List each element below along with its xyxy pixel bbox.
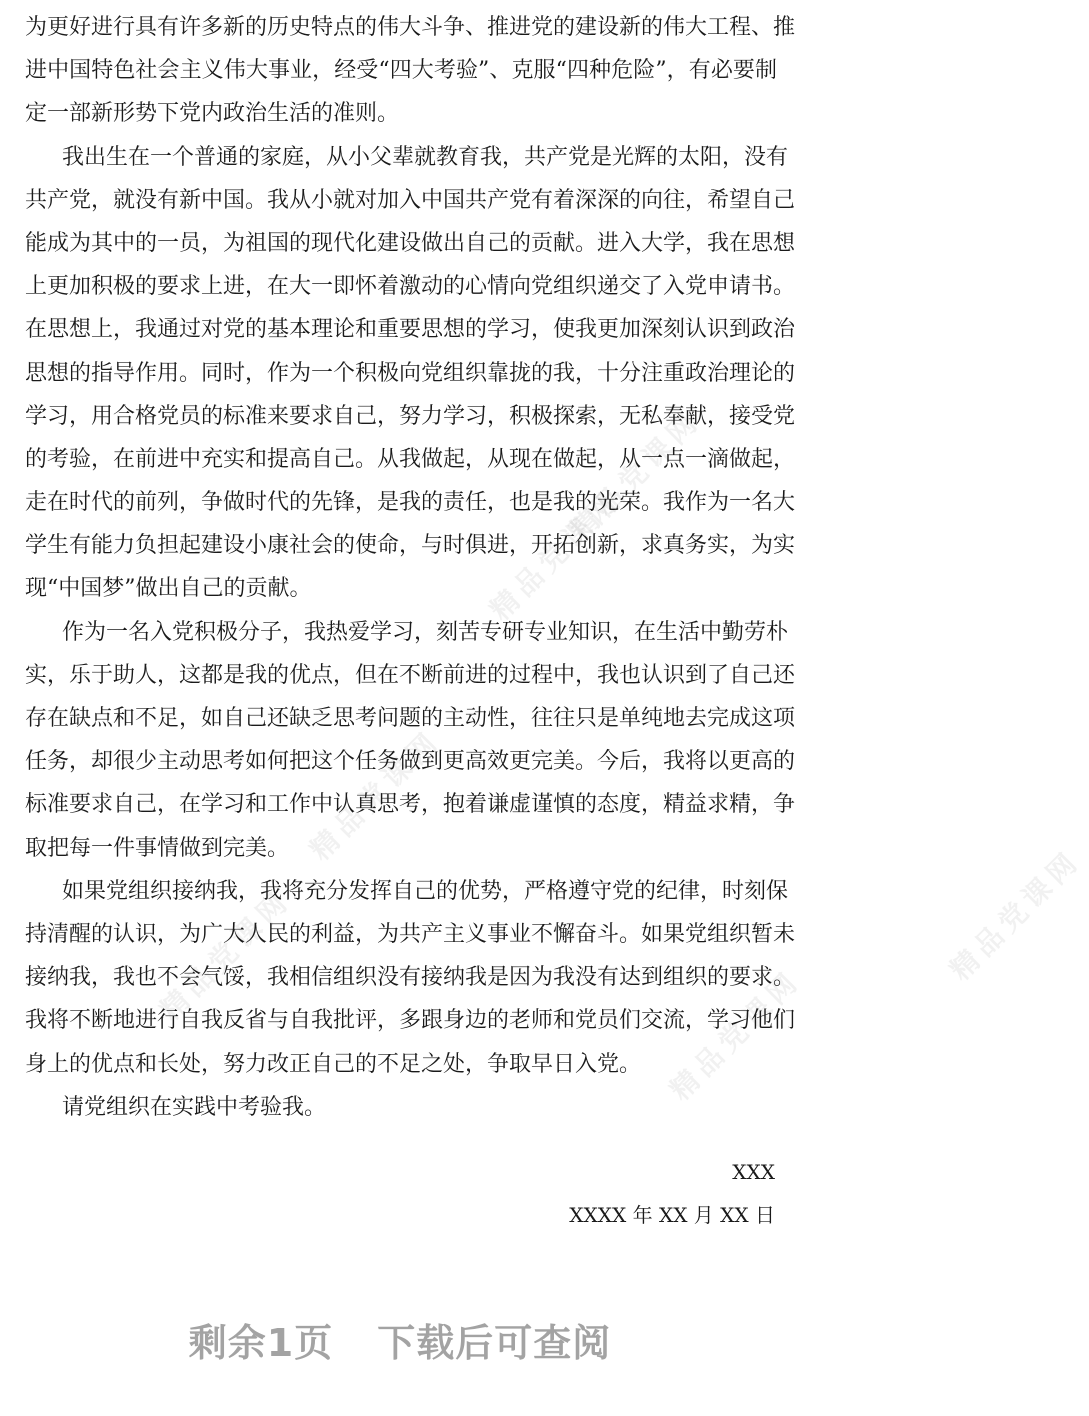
- download-prompt-label[interactable]: 下载后可查阅: [377, 1321, 612, 1365]
- text-line: 作为一名入党积极分子，我热爱学习，刻苦专研专业知识，在生活中勤劳朴: [62, 619, 789, 645]
- download-banner[interactable]: [0, 1312, 800, 1367]
- watermark-text: 精品党课网: [943, 843, 1088, 987]
- text-line: 我将不断地进行自我反省与自我批评，多跟身边的老师和党员们交流，学习他们: [25, 1008, 796, 1034]
- text-line: 我出生在一个普通的家庭，从小父辈就教育我，共产党是光辉的太阳，没有: [62, 144, 789, 170]
- watermark-text: 精品党课网: [563, 403, 708, 547]
- paragraph: [25, 870, 796, 1086]
- text-line: 请党组织在实践中考验我。: [62, 1094, 327, 1120]
- signature-date: XXXX 年 XX 月 XX 日: [569, 1203, 775, 1227]
- watermark-text: 精品党课网: [483, 483, 628, 627]
- text-line: 的考验，在前进中充实和提高自己。从我做起，从现在做起，从一点一滴做起，: [25, 446, 796, 472]
- paragraph: [25, 611, 796, 870]
- text-line: 学习，用合格党员的标准来要求自己，努力学习，积极探索，无私奉献，接受党: [25, 403, 796, 429]
- text-line: 定一部新形势下党内政治生活的准则。: [25, 101, 400, 127]
- remaining-pages-label: 剩余1页: [188, 1321, 334, 1365]
- watermark-text: 精品党课网: [663, 963, 808, 1107]
- text-line: 思想的指导作用。同时，作为一个积极向党组织靠拢的我，十分注重政治理论的: [25, 360, 796, 386]
- watermark-text: 精品党课网: [303, 723, 448, 867]
- document-body: [25, 6, 796, 1129]
- text-line: 进中国特色社会主义伟大事业，经受“四大考验”、克服“四种危险”，有必要制: [25, 58, 777, 84]
- text-line: 身上的优点和长处，努力改正自己的不足之处，争取早日入党。: [25, 1051, 642, 1077]
- text-line: 学生有能力负担起建设小康社会的使命，与时俱进，开拓创新，求真务实，为实: [25, 533, 796, 559]
- text-line: 持清醒的认识，为广大人民的利益，为共产主义事业不懈奋斗。如果党组织暂未: [25, 921, 796, 947]
- text-line: 上更加积极的要求上进，在大一即怀着激动的心情向党组织递交了入党申请书。: [25, 274, 796, 300]
- text-line: 取把每一件事情做到完美。: [25, 835, 290, 861]
- text-line: 为更好进行具有许多新的历史特点的伟大斗争、推进党的建设新的伟大工程、推: [25, 15, 796, 40]
- text-line: 走在时代的前列，争做时代的先锋，是我的责任，也是我的光荣。我作为一名大: [25, 490, 796, 516]
- watermark-text: 精品党课网: [153, 883, 298, 1027]
- text-line: 标准要求自己，在学习和工作中认真思考，抱着谦虚谨慎的态度，精益求精，争: [25, 792, 796, 818]
- paragraph: [25, 1086, 777, 1129]
- paragraph: [25, 6, 796, 136]
- paragraph: [25, 136, 796, 611]
- signature-block: [569, 1151, 775, 1237]
- text-line: 存在缺点和不足，如自己还缺乏思考问题的主动性，往往只是单纯地去完成这项: [25, 706, 796, 731]
- text-line: 共产党，就没有新中国。我从小就对加入中国共产党有着深深的向往，希望自己: [25, 187, 796, 213]
- text-line: 如果党组织接纳我，我将充分发挥自己的优势，严格遵守党的纪律，时刻保: [62, 878, 789, 904]
- text-line: 现“中国梦”做出自己的贡献。: [25, 576, 312, 602]
- text-line: 在思想上，我通过对党的基本理论和重要思想的学习，使我更加深刻认识到政治: [25, 317, 796, 343]
- text-line: 实，乐于助人，这都是我的优点，但在不断前进的过程中，我也认识到了自己还: [25, 662, 796, 688]
- signature-name: XXX: [732, 1160, 775, 1184]
- text-line: 任务，却很少主动思考如何把这个任务做到更高效更完美。今后，我将以更高的: [25, 749, 796, 775]
- text-line: 能成为其中的一员，为祖国的现代化建设做出自己的贡献。进入大学，我在思想: [25, 230, 796, 256]
- text-line: 接纳我，我也不会气馁，我相信组织没有接纳我是因为我没有达到组织的要求。: [25, 965, 796, 991]
